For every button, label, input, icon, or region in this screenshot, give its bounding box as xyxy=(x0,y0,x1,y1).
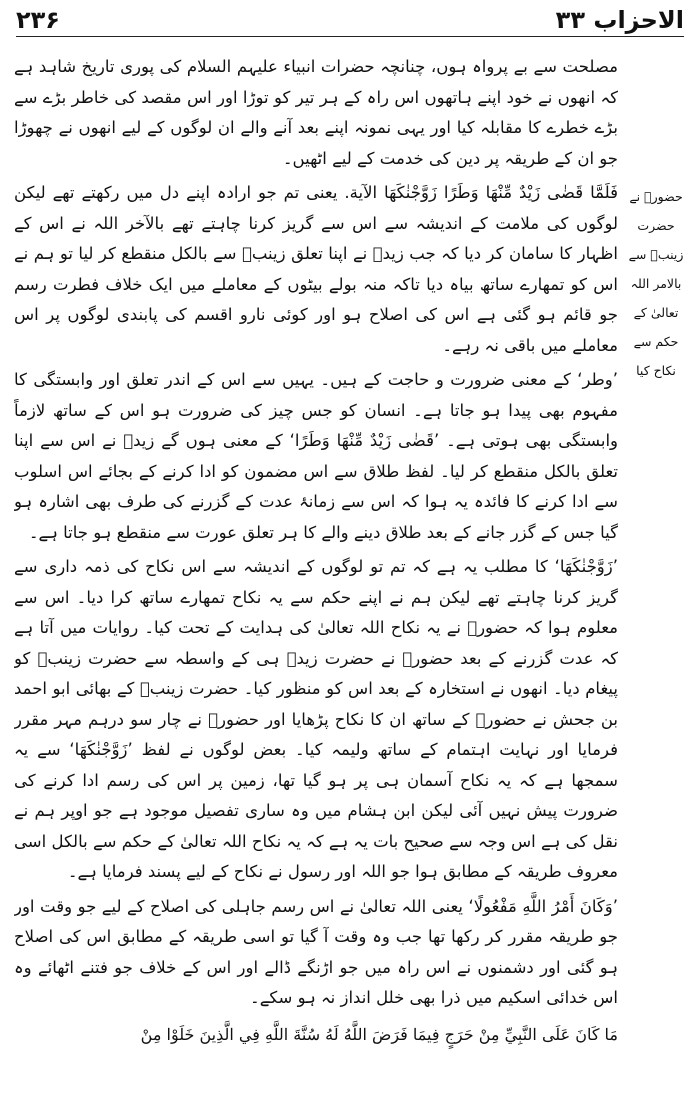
paragraph-1: مصلحت سے بے پرواہ ہوں، چنانچہ حضرات انبیاء علیہم السلام کی پوری تاریخ شاہد ہے کہ انھوں نے خود اپنے ہاتھوں اس راہ کے ہر تیر کو توڑا اور اس مقصد کی خاطر بڑے سے بڑے خطرے کا مقابلہ کیا اور یہی نمونہ اپنے بعد آنے والے ان لوگوں کے لیے انھوں نے چھوڑا جو ان کے طریقہ پر دین کی خدمت کے لیے اٹھیں۔ xyxy=(14,57,618,168)
commentary-body xyxy=(14,52,618,1102)
paragraph-3: ’وطر‘ کے معنی ضرورت و حاجت کے ہیں۔ یہیں سے اس کے اندر تعلق اور وابستگی کا مفہوم بھی پیدا ہو جاتا ہے۔ انسان کو جس چیز کی ضرورت ہو اس کے ساتھ لازماً وابستگی بھی ہوتی ہے۔ ’قَضٰى زَيْدٌ مِّنْهَا وَطَرًا‘ کے معنی ہوں گے زیدؓ نے اس سے اپنا تعلق بالکل منقطع کر لیا۔ لفظ طلاق سے اس مضمون کو ادا کرنے کے بجائے اس اسلوب سے ادا کرنے کا فائدہ یہ ہوا کہ اس سے زمانۂ عدت کے گزرنے کی طرف بھی اشارہ ہو گیا جس کے گزر جانے کے بعد طلاق دینے والے کا ہر تعلق عورت سے منقطع ہو جاتا ہے۔ xyxy=(14,370,618,542)
page-header xyxy=(16,4,684,37)
page-number: ۲۳۶ xyxy=(16,6,60,34)
closing-verse: مَا كَانَ عَلَى النَّبِيِّ مِنْ حَرَجٍ فِيمَا فَرَضَ اللَّهُ لَهُ سُنَّةَ اللَّهِ فِي الَّذِينَ خَلَوْا مِنْ xyxy=(140,1024,618,1044)
margin-note: حضورؐ نے حضرت زینبؓ سے بالامر اللہ تعالیٰ کے حکم سے نکاح کیا xyxy=(628,189,684,378)
paragraph-2: فَلَمَّا قَضٰى زَيْدٌ مِّنْهَا وَطَرًا زَوَّجْنٰكَهَا الآية. یعنی تم جو ارادہ اپنے دل میں رکھتے تھے لیکن لوگوں کی ملامت کے اندیشہ سے اس سے گریز کرنا چاہتے تھے بالآخر اللہ نے اس کے اظہار کا سامان کر دیا کہ جب زیدؓ نے اپنا تعلق زینبؓ سے بالکل منقطع کر لیا تو ہم نے اس کو تمھارے ساتھ بیاہ دیا تاکہ منہ بولے بیٹوں کے معاملے میں ایک خلاف فطرت رسم جو قائم ہو گئی ہے اس کی اصلاح ہو اور کوئی نارو اقسم کی پابندی لوگوں پر اس معاملے میں باقی نہ رہے۔ xyxy=(14,183,618,355)
paragraph-4: ’زَوَّجْنٰكَهَا‘ کا مطلب یہ ہے کہ تم تو لوگوں کے اندیشہ سے اس نکاح کی ذمہ داری سے گریز کرنا چاہتے تھے لیکن ہم نے اپنے حکم سے یہ نکاح تمھارے ساتھ کرا دیا۔ اس سے معلوم ہوا کہ حضورؐ نے یہ نکاح اللہ تعالیٰ کی ہدایت کے تحت کیا۔ روایات میں آتا ہے کہ عدت گزرنے کے بعد حضورؐ نے حضرت زیدؓ ہی کے واسطہ سے حضرت زینبؓ کو پیغام دیا۔ انھوں نے استخارہ کے بعد اس کو منظور کیا۔ حضرت زینبؓ کے بھائی ابو احمد بن جحش نے حضورؐ کے ساتھ ان کا نکاح پڑھایا اور حضورؐ نے چار سو درہم مہر مقرر فرمایا اور نہایت اہتمام کے ساتھ ولیمہ کیا۔ بعض لوگوں نے لفظ ’زَوَّجْنٰكَهَا‘ سے یہ سمجھا ہے کہ یہ نکاح آسمان ہی پر ہو گیا تھا، زمین پر اس کی رسم ادا کرنے کی ضرورت پیش نہیں آئی لیکن ابن ہشام میں وہ ساری تفصیل موجود ہے جو اوپر ہم نے نقل کی ہے اس وجہ سے صحیح بات یہ ہے کہ یہ نکاح اللہ تعالیٰ کے حکم سے بالکل اسی معروف طریقہ کے مطابق ہوا جو اللہ اور رسول نے نکاح کے لیے پسند فرمایا ہے۔ xyxy=(14,557,618,881)
paragraph-5: ’وَكَانَ أَمْرُ اللَّهِ مَفْعُولًا‘ یعنی اللہ تعالیٰ نے اس رسم جاہلی کی اصلاح کے لیے جو وقت اور جو طریقہ مقرر کر رکھا تھا جب وہ وقت آ گیا تو اسی طریقہ کے مطابق اس کی اصلاح ہو گئی اور دشمنوں نے اس راہ میں جو اڑنگے ڈالے اور اس کے خلاف جو فتنے اٹھائے وہ اس خدائی اسکیم میں ذرا بھی خلل انداز نہ ہو سکے۔ xyxy=(14,896,618,1007)
surah-title: الاحزاب ۳۳ xyxy=(555,6,684,34)
